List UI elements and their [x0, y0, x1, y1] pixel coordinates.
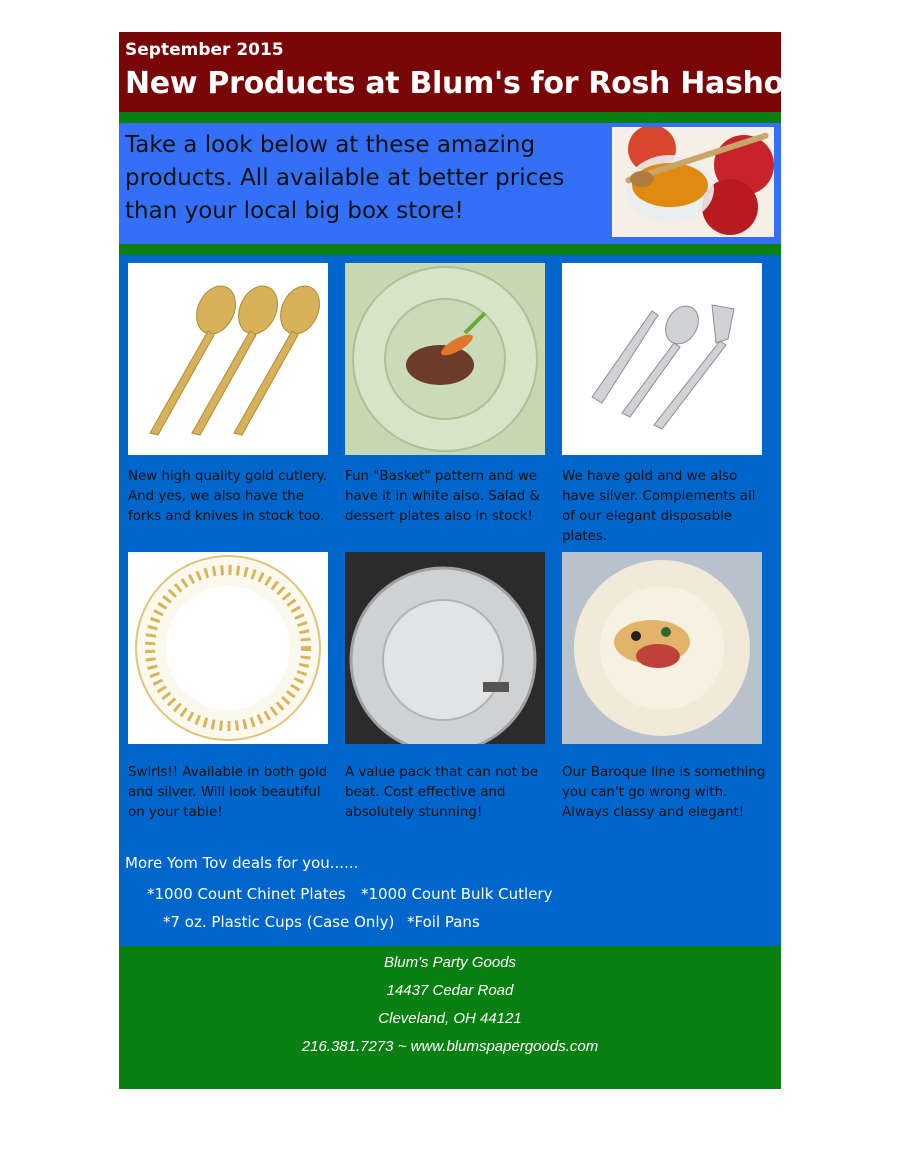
honey-and-apples-photo — [612, 127, 774, 237]
store-city: Cleveland, OH 44121 — [378, 1010, 522, 1027]
deal-item: *1000 Count Bulk Cutlery — [361, 885, 553, 903]
deal-item: *7 oz. Plastic Cups (Case Only) — [163, 913, 395, 931]
baroque-plate-photo — [562, 552, 762, 744]
basket-pattern-plate-photo — [345, 263, 545, 455]
product-caption: We have gold and we also have silver. Complements all of our elegant disposable plates. — [562, 469, 756, 544]
deal-item: *1000 Count Chinet Plates — [147, 885, 346, 903]
product-image-gold-spoons — [128, 263, 328, 455]
issue-date: September 2015 — [125, 40, 284, 60]
store-contact[interactable]: 216.381.7273 ~ www.blumspapergoods.com — [301, 1038, 599, 1055]
footer — [119, 946, 781, 1089]
product-image-value-pack — [345, 552, 545, 744]
product-image-baroque-plate — [562, 552, 762, 744]
product-image-silver-cutlery — [562, 263, 762, 455]
deals-heading: More Yom Tov deals for you...... — [125, 854, 359, 872]
intro-section — [119, 123, 781, 244]
product-caption: Swirls!! Available in both gold and silver. Will look beautiful on your table! — [128, 765, 328, 820]
product-caption: New high quality gold cutlery. And yes, we also have the forks and knives in stock too. — [128, 469, 327, 524]
product-caption: Our Baroque line is something you can't go wrong with. Always classy and elegant! — [562, 765, 766, 820]
divider-bar — [119, 244, 781, 255]
product-caption: A value pack that can not be beat. Cost effective and absolutely stunning! — [345, 765, 539, 820]
intro-text: Take a look below at these amazing products. All available at better prices than your local big box store! — [125, 132, 565, 224]
swirl-plate-photo — [128, 552, 328, 744]
flyer — [119, 32, 825, 1089]
store-name: Blum's Party Goods — [383, 954, 517, 971]
deal-item: *Foil Pans — [407, 913, 480, 931]
gold-spoons-photo — [128, 263, 328, 455]
header-banner — [119, 32, 825, 112]
product-image-basket-plate — [345, 263, 545, 455]
silver-cutlery-photo — [562, 263, 762, 455]
product-image-swirl-plate — [128, 552, 328, 744]
store-street: 14437 Cedar Road — [386, 982, 514, 999]
divider-bar — [119, 112, 781, 123]
value-pack-plates-photo — [345, 552, 545, 744]
page-title: New Products at Blum's for Rosh Hashona — [125, 66, 825, 101]
product-caption: Fun "Basket" pattern and we have it in white also. Salad & dessert plates also in stock! — [345, 469, 540, 524]
